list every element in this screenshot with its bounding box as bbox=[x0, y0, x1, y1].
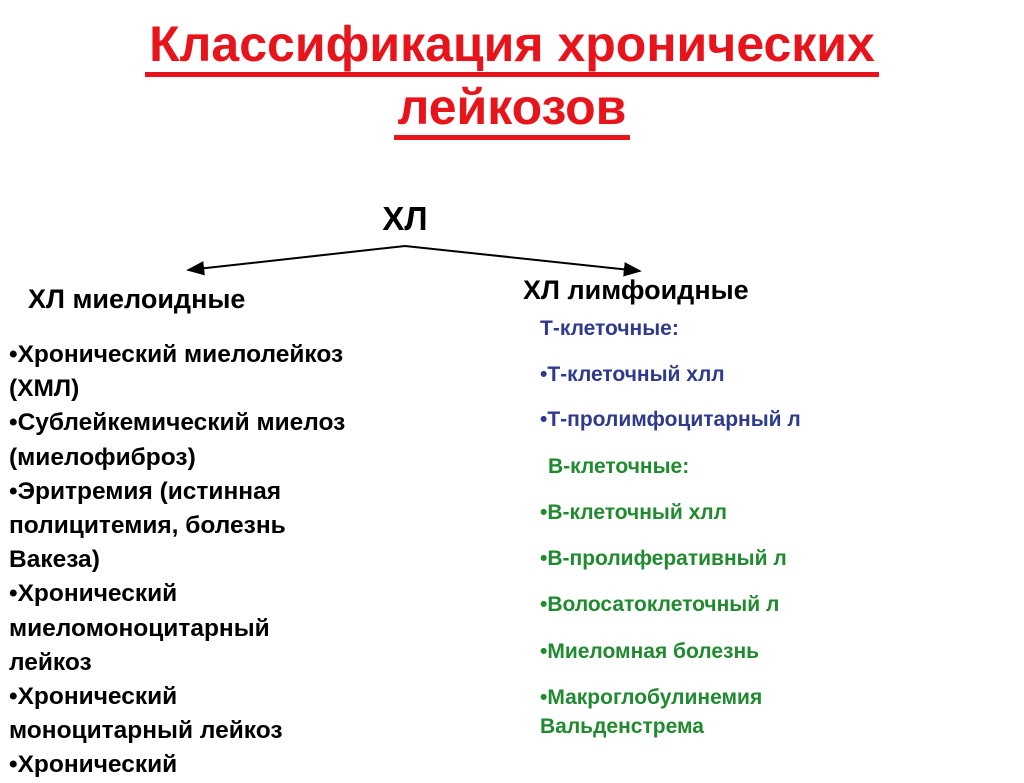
lymphoid-branch-title: ХЛ лимфоидные bbox=[523, 275, 749, 305]
myeloid-item bbox=[9, 406, 409, 474]
myeloid-item-line: лейкоз bbox=[9, 648, 92, 676]
myeloid-item-line: (ХМЛ) bbox=[9, 375, 80, 403]
myeloid-item-line: моноцитарный лейкоз bbox=[9, 717, 283, 745]
myeloid-item-line: •Эритремия (истинная bbox=[9, 477, 282, 505]
myeloid-item-line: •Хронический bbox=[9, 580, 178, 608]
myeloid-item-line: (миелофиброз) bbox=[9, 443, 196, 471]
myeloid-item bbox=[9, 680, 409, 748]
b-cell-item: Вальденстрема bbox=[540, 715, 704, 738]
root-node-label: ХЛ bbox=[382, 200, 428, 237]
myeloid-item-line: •Хронический bbox=[9, 751, 178, 779]
myeloid-list bbox=[9, 338, 409, 783]
slide-title-line-2: лейкозов bbox=[394, 79, 631, 140]
myeloid-item-line: полицитемия, болезнь bbox=[9, 512, 286, 540]
b-cell-item: •Волосатоклеточный л bbox=[540, 593, 780, 616]
slide-title-line-1: Классификация хронических bbox=[145, 16, 879, 77]
myeloid-item-line: миеломоноцитарный bbox=[9, 614, 270, 642]
myeloid-item bbox=[9, 475, 409, 578]
t-cell-item: •Т-клеточный хлл bbox=[540, 363, 725, 386]
b-cell-header: В-клеточные: bbox=[548, 455, 690, 478]
b-cell-item: •В-клеточный хлл bbox=[540, 501, 727, 524]
t-cell-item: •Т-пролимфоцитарный л bbox=[540, 408, 801, 431]
arrow-to-myeloid bbox=[188, 246, 405, 270]
myeloid-item bbox=[9, 338, 409, 406]
b-cell-item: •Миеломная болезнь bbox=[540, 640, 760, 663]
myeloid-branch-title: ХЛ миелоидные bbox=[28, 284, 246, 314]
myeloid-item-line: •Хронический миелолейкоз bbox=[9, 341, 344, 368]
b-cell-item: •В-пролиферативный л bbox=[540, 547, 787, 570]
myeloid-item-line: •Хронический bbox=[9, 683, 178, 711]
myeloid-item bbox=[9, 577, 409, 680]
myeloid-item-line: Вакеза) bbox=[9, 546, 100, 574]
b-cell-item: •Макроглобулинемия bbox=[540, 686, 763, 709]
t-cell-header: Т-клеточные: bbox=[540, 317, 679, 340]
myeloid-item bbox=[9, 748, 409, 782]
myeloid-item-line: •Сублейкемический миелоз bbox=[9, 409, 346, 437]
arrow-to-lymphoid bbox=[405, 246, 640, 271]
